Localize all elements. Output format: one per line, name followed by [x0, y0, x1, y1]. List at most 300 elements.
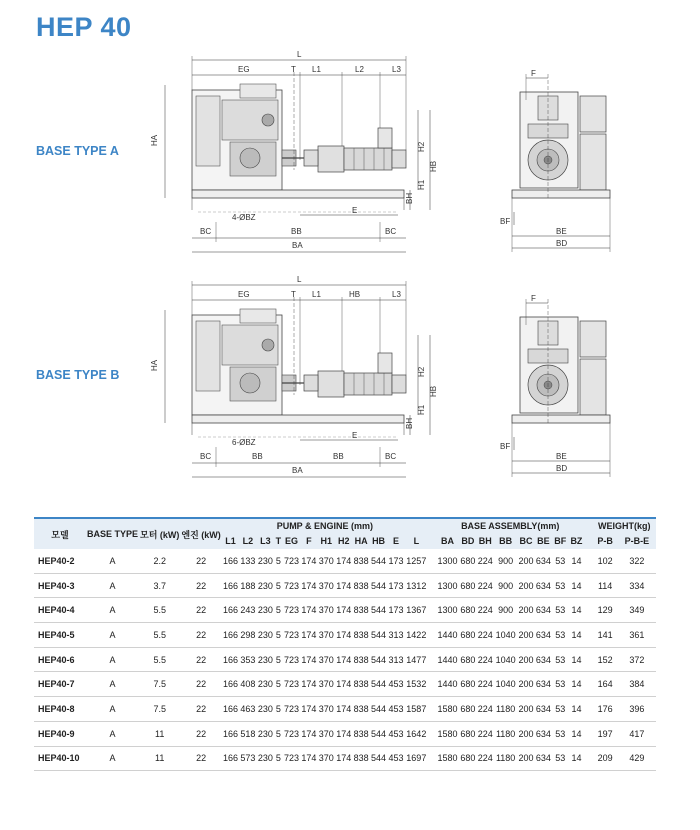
cell-bz: 14: [568, 672, 584, 697]
cell-h2: 174: [335, 573, 352, 598]
cell-eg: 723: [283, 598, 300, 623]
cell-bb: 1040: [494, 672, 517, 697]
cell-bz: 14: [568, 697, 584, 722]
cell-motor: 11: [139, 721, 180, 746]
cell-h1: 370: [318, 647, 335, 672]
cell-t: 5: [274, 598, 283, 623]
cell-bf: 53: [552, 697, 568, 722]
col-eg: EG: [283, 533, 300, 549]
col-bc: BC: [517, 533, 534, 549]
cell-l: 1422: [405, 623, 428, 648]
cell-eg: 723: [283, 672, 300, 697]
cell-bc: 200: [517, 672, 534, 697]
cell-f: 174: [300, 746, 317, 771]
gap-cell: [585, 672, 593, 697]
cell-bb: 900: [494, 573, 517, 598]
cell-e: 313: [387, 623, 404, 648]
cell-h1: 370: [318, 746, 335, 771]
cell-t: 5: [274, 721, 283, 746]
cell-l3: 230: [257, 623, 274, 648]
cell-hb: 544: [370, 623, 387, 648]
cell-bh: 224: [477, 623, 494, 648]
gap-cell: [585, 598, 593, 623]
cell-t: 5: [274, 697, 283, 722]
col-l2: L2: [239, 533, 256, 549]
dim-bc: BC: [200, 452, 212, 461]
cell-model: HEP40-9: [34, 721, 86, 746]
cell-bz: 14: [568, 549, 584, 573]
cell-bh: 224: [477, 672, 494, 697]
table-row: [34, 721, 656, 746]
dim-e: E: [352, 431, 358, 440]
cell-l2: 518: [239, 721, 256, 746]
cell-motor: 7.5: [139, 697, 180, 722]
dim-ha: HA: [150, 359, 159, 371]
col-hb: HB: [370, 533, 387, 549]
gap-cell: [428, 721, 436, 746]
cell-bd: 680: [459, 721, 476, 746]
cell-bh: 224: [477, 573, 494, 598]
cell-bz: 14: [568, 721, 584, 746]
cell-bd: 680: [459, 598, 476, 623]
cell-bb: 900: [494, 549, 517, 573]
col-l3: L3: [257, 533, 274, 549]
col-bb: BB: [494, 533, 517, 549]
table-row: [34, 598, 656, 623]
dim-bb-right: BB: [333, 452, 344, 461]
col-l1: L1: [222, 533, 239, 549]
cell-h2: 174: [335, 623, 352, 648]
cell-bz: 14: [568, 746, 584, 771]
cell-base-type: A: [86, 746, 139, 771]
cell-p-b-e: 384: [618, 672, 656, 697]
spec-table: [34, 517, 656, 771]
page-title: HEP 40: [36, 12, 132, 42]
cell-p-b-e: 429: [618, 746, 656, 771]
dim-bb: BB: [291, 227, 302, 236]
gap-cell: [428, 533, 436, 549]
cell-bb: 1040: [494, 623, 517, 648]
cell-p-b-e: 334: [618, 573, 656, 598]
cell-base-type: A: [86, 598, 139, 623]
cell-l3: 230: [257, 746, 274, 771]
cell-bc: 200: [517, 647, 534, 672]
cell-bc: 200: [517, 573, 534, 598]
cell-be: 634: [535, 598, 552, 623]
cell-l1: 166: [222, 549, 239, 573]
cell-p-b: 209: [593, 746, 618, 771]
cell-eg: 723: [283, 573, 300, 598]
cell-bz: 14: [568, 573, 584, 598]
dim-l: L: [297, 275, 302, 284]
cell-base-type: A: [86, 623, 139, 648]
cell-eg: 723: [283, 647, 300, 672]
dim-ba: BA: [292, 241, 303, 250]
cell-model: HEP40-8: [34, 697, 86, 722]
cell-bc: 200: [517, 697, 534, 722]
cell-ba: 1440: [436, 623, 459, 648]
cell-hb: 544: [370, 746, 387, 771]
cell-eg: 723: [283, 697, 300, 722]
cell-engine: 22: [180, 697, 221, 722]
base-type-b-drawing: [165, 281, 610, 477]
dim-eg: EG: [238, 65, 250, 74]
cell-model: HEP40-10: [34, 746, 86, 771]
cell-l: 1367: [405, 598, 428, 623]
dim-bc-right: BC: [385, 452, 397, 461]
cell-ha: 838: [352, 672, 369, 697]
dim-hb: HB: [429, 160, 438, 172]
base-type-a-drawing: [165, 56, 610, 252]
cell-base-type: A: [86, 647, 139, 672]
cell-engine: 22: [180, 623, 221, 648]
gap-cell: [428, 746, 436, 771]
gap-cell: [585, 549, 593, 573]
cell-be: 634: [535, 573, 552, 598]
base-type-b-label: BASE TYPE B: [36, 368, 120, 382]
cell-l2: 133: [239, 549, 256, 573]
cell-hb: 544: [370, 647, 387, 672]
cell-engine: 22: [180, 746, 221, 771]
gap-cell: [428, 573, 436, 598]
cell-bf: 53: [552, 623, 568, 648]
col-t: T: [274, 533, 283, 549]
dim-bf: BF: [500, 217, 511, 226]
bolt-label-a: 4-ØBZ: [232, 213, 256, 222]
dim-be: BE: [556, 227, 567, 236]
gap-cell: [585, 721, 593, 746]
table-row: [34, 623, 656, 648]
cell-l2: 573: [239, 746, 256, 771]
cell-h1: 370: [318, 623, 335, 648]
col-h2: H2: [335, 533, 352, 549]
dim-bb: BB: [252, 452, 263, 461]
cell-h1: 370: [318, 697, 335, 722]
gap-cell: [428, 672, 436, 697]
dim-ba: BA: [292, 466, 303, 475]
cell-bf: 53: [552, 721, 568, 746]
cell-t: 5: [274, 746, 283, 771]
dim-bf: BF: [500, 442, 511, 451]
cell-be: 634: [535, 623, 552, 648]
col-bd: BD: [459, 533, 476, 549]
table-row: [34, 573, 656, 598]
cell-model: HEP40-3: [34, 573, 86, 598]
gap-cell: [585, 746, 593, 771]
cell-l2: 188: [239, 573, 256, 598]
cell-ha: 838: [352, 573, 369, 598]
cell-hb: 544: [370, 573, 387, 598]
cell-base-type: A: [86, 721, 139, 746]
cell-bh: 224: [477, 598, 494, 623]
gap-cell: [585, 573, 593, 598]
cell-bf: 53: [552, 598, 568, 623]
cell-bh: 224: [477, 647, 494, 672]
cell-l1: 166: [222, 598, 239, 623]
cell-l: 1587: [405, 697, 428, 722]
group-base-assembly: BASE ASSEMBLY(mm): [436, 518, 585, 533]
cell-p-b-e: 349: [618, 598, 656, 623]
dim-l3: L3: [392, 290, 401, 299]
cell-ba: 1440: [436, 647, 459, 672]
gap-cell: [585, 623, 593, 648]
dim-l2: L2: [355, 65, 364, 74]
table-row: [34, 549, 656, 573]
cell-base-type: A: [86, 573, 139, 598]
cell-l2: 243: [239, 598, 256, 623]
cell-p-b-e: 361: [618, 623, 656, 648]
cell-h1: 370: [318, 573, 335, 598]
cell-l2: 298: [239, 623, 256, 648]
cell-l2: 408: [239, 672, 256, 697]
dim-ha: HA: [150, 134, 159, 146]
cell-h1: 370: [318, 549, 335, 573]
col-bh: BH: [477, 533, 494, 549]
cell-base-type: A: [86, 549, 139, 573]
cell-l: 1697: [405, 746, 428, 771]
cell-e: 173: [387, 598, 404, 623]
cell-bz: 14: [568, 623, 584, 648]
dim-h2: H2: [417, 366, 426, 377]
cell-bh: 224: [477, 549, 494, 573]
cell-bh: 224: [477, 721, 494, 746]
table-row: [34, 647, 656, 672]
cell-f: 174: [300, 697, 317, 722]
cell-ha: 838: [352, 623, 369, 648]
cell-l3: 230: [257, 697, 274, 722]
dim-eg: EG: [238, 290, 250, 299]
cell-p-b: 114: [593, 573, 618, 598]
cell-bc: 200: [517, 746, 534, 771]
cell-model: HEP40-5: [34, 623, 86, 648]
cell-p-b: 176: [593, 697, 618, 722]
cell-model: HEP40-7: [34, 672, 86, 697]
cell-l1: 166: [222, 623, 239, 648]
col-h1: H1: [318, 533, 335, 549]
cell-l1: 166: [222, 573, 239, 598]
cell-be: 634: [535, 672, 552, 697]
cell-motor: 5.5: [139, 598, 180, 623]
cell-bb: 1180: [494, 746, 517, 771]
cell-bc: 200: [517, 598, 534, 623]
cell-bf: 53: [552, 746, 568, 771]
cell-h1: 370: [318, 598, 335, 623]
cell-base-type: A: [86, 697, 139, 722]
gap-cell: [585, 533, 593, 549]
cell-e: 313: [387, 647, 404, 672]
cell-h2: 174: [335, 697, 352, 722]
cell-engine: 22: [180, 573, 221, 598]
cell-e: 453: [387, 672, 404, 697]
cell-be: 634: [535, 647, 552, 672]
cell-ba: 1580: [436, 746, 459, 771]
cell-e: 173: [387, 549, 404, 573]
gap-cell: [428, 647, 436, 672]
col-motor: 모터 (kW): [139, 518, 180, 549]
cell-eg: 723: [283, 623, 300, 648]
cell-ba: 1300: [436, 549, 459, 573]
cell-motor: 5.5: [139, 647, 180, 672]
cell-l2: 353: [239, 647, 256, 672]
cell-bf: 53: [552, 573, 568, 598]
cell-e: 453: [387, 746, 404, 771]
cell-bf: 53: [552, 549, 568, 573]
cell-ha: 838: [352, 721, 369, 746]
cell-l1: 166: [222, 746, 239, 771]
cell-bb: 1180: [494, 697, 517, 722]
dim-f: F: [531, 69, 536, 78]
cell-h2: 174: [335, 672, 352, 697]
col-p-b-e: P-B-E: [618, 533, 656, 549]
cell-motor: 7.5: [139, 672, 180, 697]
cell-h2: 174: [335, 549, 352, 573]
gap-cell: [428, 598, 436, 623]
gap-cell: [428, 623, 436, 648]
cell-eg: 723: [283, 549, 300, 573]
dim-bd: BD: [556, 464, 568, 473]
col-ha: HA: [352, 533, 369, 549]
cell-p-b-e: 372: [618, 647, 656, 672]
cell-h1: 370: [318, 672, 335, 697]
cell-l3: 230: [257, 598, 274, 623]
cell-engine: 22: [180, 721, 221, 746]
cell-f: 174: [300, 623, 317, 648]
cell-model: HEP40-4: [34, 598, 86, 623]
cell-h1: 370: [318, 721, 335, 746]
cell-f: 174: [300, 672, 317, 697]
group-pump-engine: PUMP & ENGINE (mm): [222, 518, 428, 533]
cell-be: 634: [535, 746, 552, 771]
dim-bc-right: BC: [385, 227, 397, 236]
dim-hb-top: HB: [349, 290, 361, 299]
col-base-type: BASE TYPE: [86, 518, 139, 549]
cell-hb: 544: [370, 672, 387, 697]
cell-l3: 230: [257, 549, 274, 573]
cell-l: 1532: [405, 672, 428, 697]
dim-h1: H1: [417, 179, 426, 190]
cell-eg: 723: [283, 721, 300, 746]
cell-p-b: 152: [593, 647, 618, 672]
dim-t: T: [291, 290, 296, 299]
dim-l1: L1: [312, 65, 321, 74]
dim-be: BE: [556, 452, 567, 461]
cell-bh: 224: [477, 746, 494, 771]
dim-h2: H2: [417, 141, 426, 152]
dim-bc: BC: [200, 227, 212, 236]
col-ba: BA: [436, 533, 459, 549]
cell-bf: 53: [552, 672, 568, 697]
cell-l: 1312: [405, 573, 428, 598]
cell-p-b-e: 396: [618, 697, 656, 722]
col-l: L: [405, 533, 428, 549]
cell-p-b: 129: [593, 598, 618, 623]
dim-l3: L3: [392, 65, 401, 74]
base-type-a-label: BASE TYPE A: [36, 144, 119, 158]
col-model: 모델: [34, 518, 86, 549]
cell-p-b: 197: [593, 721, 618, 746]
cell-e: 173: [387, 573, 404, 598]
cell-f: 174: [300, 647, 317, 672]
cell-h2: 174: [335, 721, 352, 746]
cell-bb: 900: [494, 598, 517, 623]
cell-t: 5: [274, 549, 283, 573]
cell-motor: 11: [139, 746, 180, 771]
cell-ba: 1300: [436, 598, 459, 623]
cell-e: 453: [387, 721, 404, 746]
cell-ba: 1580: [436, 721, 459, 746]
cell-ha: 838: [352, 598, 369, 623]
dim-h1: H1: [417, 404, 426, 415]
cell-p-b: 141: [593, 623, 618, 648]
cell-be: 634: [535, 549, 552, 573]
col-bf: BF: [552, 533, 568, 549]
bolt-label-b: 6-ØBZ: [232, 438, 256, 447]
cell-bf: 53: [552, 647, 568, 672]
gap-cell: [585, 697, 593, 722]
cell-f: 174: [300, 549, 317, 573]
cell-engine: 22: [180, 647, 221, 672]
cell-ba: 1580: [436, 697, 459, 722]
cell-hb: 544: [370, 549, 387, 573]
cell-bd: 680: [459, 623, 476, 648]
cell-l3: 230: [257, 647, 274, 672]
cell-h2: 174: [335, 647, 352, 672]
cell-ba: 1440: [436, 672, 459, 697]
cell-bc: 200: [517, 623, 534, 648]
cell-f: 174: [300, 598, 317, 623]
dim-bh: BH: [405, 192, 414, 204]
cell-bd: 680: [459, 573, 476, 598]
cell-ha: 838: [352, 746, 369, 771]
gap-cell: [585, 647, 593, 672]
cell-l3: 230: [257, 573, 274, 598]
cell-engine: 22: [180, 598, 221, 623]
cell-hb: 544: [370, 721, 387, 746]
cell-p-b-e: 417: [618, 721, 656, 746]
cell-l: 1477: [405, 647, 428, 672]
gap-cell: [428, 697, 436, 722]
cell-l1: 166: [222, 647, 239, 672]
cell-t: 5: [274, 647, 283, 672]
cell-l2: 463: [239, 697, 256, 722]
cell-t: 5: [274, 573, 283, 598]
cell-bd: 680: [459, 672, 476, 697]
cell-motor: 5.5: [139, 623, 180, 648]
col-f: F: [300, 533, 317, 549]
cell-bc: 200: [517, 549, 534, 573]
cell-bh: 224: [477, 697, 494, 722]
col-e: E: [387, 533, 404, 549]
cell-l1: 166: [222, 672, 239, 697]
cell-ha: 838: [352, 549, 369, 573]
dim-f: F: [531, 294, 536, 303]
cell-l: 1642: [405, 721, 428, 746]
dim-l: L: [297, 50, 302, 59]
cell-p-b-e: 322: [618, 549, 656, 573]
cell-base-type: A: [86, 672, 139, 697]
group-weight: WEIGHT(kg): [593, 518, 656, 533]
col-engine: 엔진 (kW): [180, 518, 221, 549]
cell-bz: 14: [568, 598, 584, 623]
cell-eg: 723: [283, 746, 300, 771]
cell-motor: 2.2: [139, 549, 180, 573]
cell-f: 174: [300, 721, 317, 746]
cell-hb: 544: [370, 598, 387, 623]
cell-l: 1257: [405, 549, 428, 573]
cell-h2: 174: [335, 598, 352, 623]
table-row: [34, 746, 656, 771]
cell-engine: 22: [180, 549, 221, 573]
